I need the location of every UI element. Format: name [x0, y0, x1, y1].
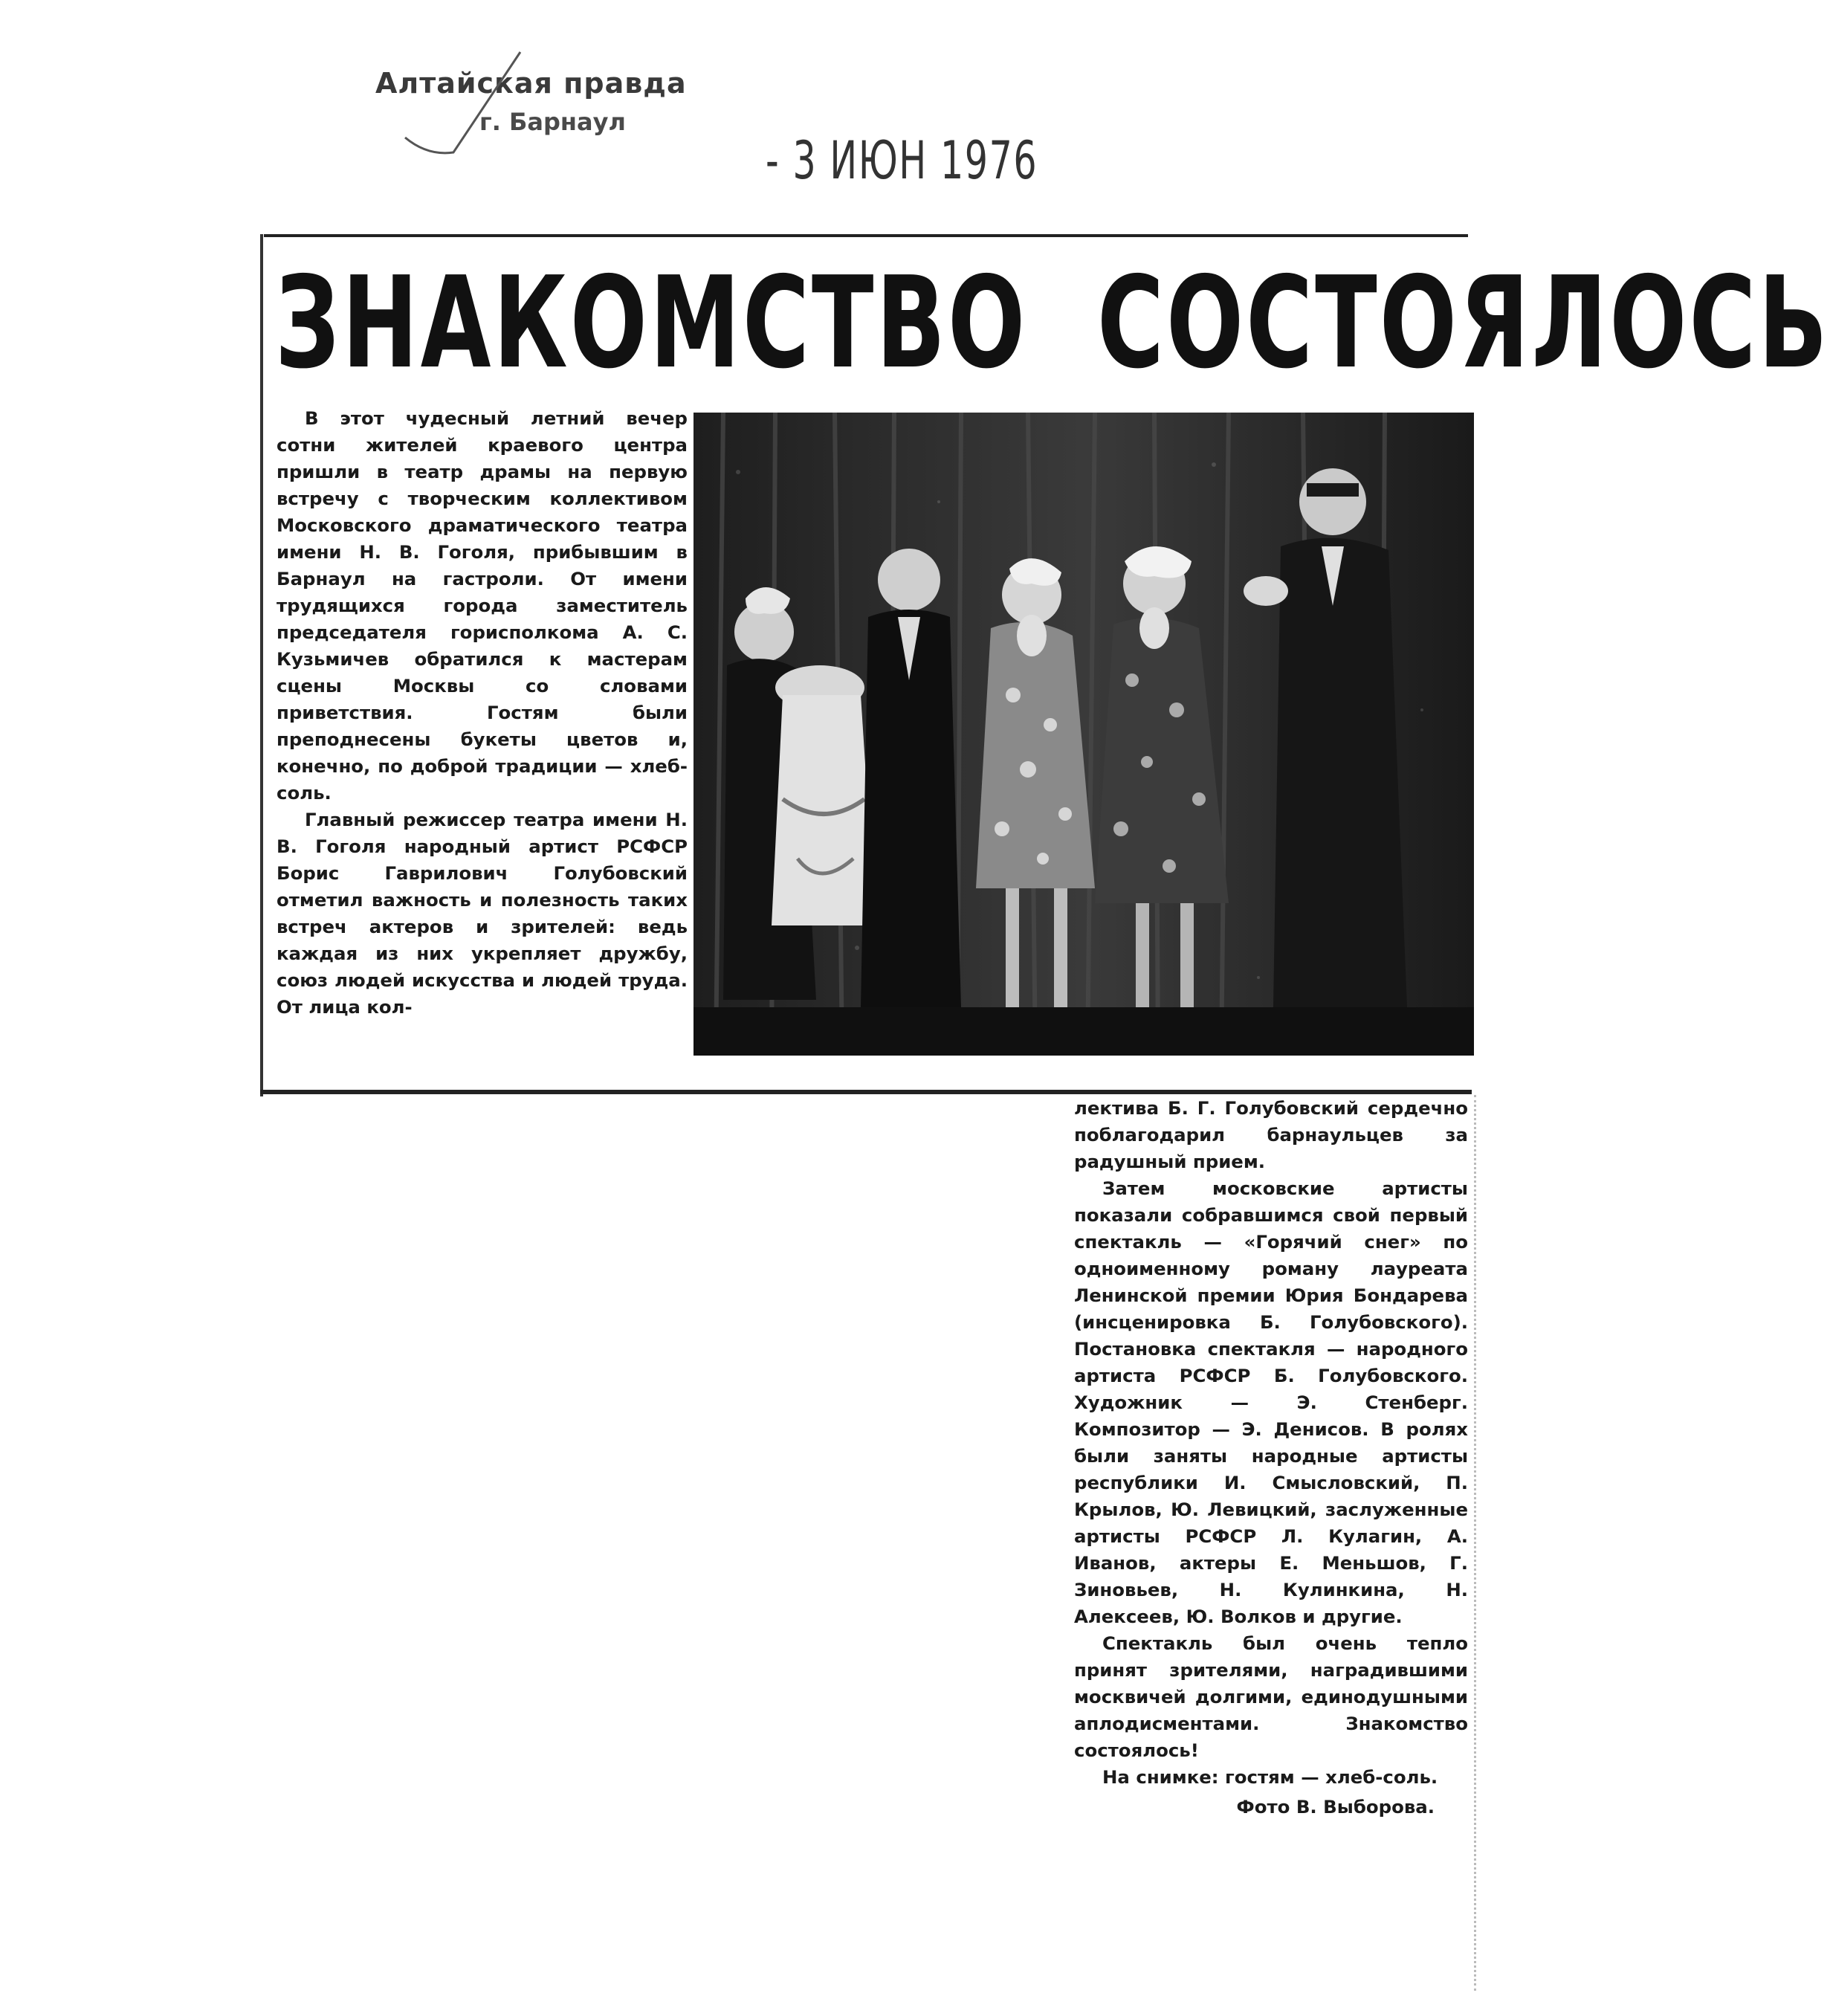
article-paragraph: В этот чудесный летний вечер сотни жителей краевого центра пришли в театр драмы на первую встречу с творческим коллективом Московского драматического театра имени Н. В. Гоголя, прибывшим в Барнаул на гастроли. От имени трудящихся города заместитель председателя горисполкома А. С. Кузьмичев обратился к мастерам сцены Москвы со словами приветствия. Гостям были преподнесены букеты цветов и, конечно, по доброй традиции — хлеб-соль.	[277, 407, 688, 804]
handwritten-tick-mark	[383, 45, 531, 164]
stamp-newspaper-name: Алтайская правда	[375, 67, 687, 100]
stamp-city: г. Барнаул	[479, 108, 626, 136]
article-paragraph: лектива Б. Г. Голубовский сердечно поблагодарил барнаульцев за радушный прием.	[1074, 1097, 1468, 1172]
clipping-border-bottom	[260, 1090, 1472, 1094]
article-right-column	[1074, 1095, 1476, 1991]
article-photo	[693, 413, 1474, 1056]
photo-caption: На снимке: гостям — хлеб-соль.	[1102, 1766, 1438, 1788]
photo-credit: Фото В. Выборова.	[1236, 1796, 1435, 1818]
article-paragraph: Затем московские артисты показали собравшимся свой первый спектакль — «Горячий снег» по одноименному роману лауреата Ленинской премии Юрия Бондарева (инсценировка Б. Голубовского). Постановка спектакля — народного артиста РСФСР Б. Голубовского. Художник — Э. Стенберг. Композитор — Э. Денисов. В ролях были заняты народные артисты республики И. Смысловский, П. Крылов, Ю. Левицкий, заслуженные артисты РСФСР Л. Кулагин, А. Иванов, актеры Е. Меньшов, Г. Зиновьев, Н. Кулинкина, Н. Алексеев, Ю. Волков и другие.	[1074, 1177, 1468, 1627]
stage-scene-illustration	[693, 413, 1474, 1056]
article-left-column	[277, 405, 688, 1021]
article-paragraph: Главный режиссер театра имени Н. В. Гоголя народный артист РСФСР Борис Гаврилович Голубовский отметил важность и полезность таких встреч актеров и зрителей: ведь каждая из них укрепляет дружбу, союз людей искусства и людей труда. От лица кол-	[277, 809, 688, 1018]
clipping-border-left	[260, 234, 263, 1096]
date-stamp: - 3 ИЮН 1976	[766, 130, 1038, 191]
article-headline: ЗНАКОМСТВО СОСТОЯЛОСЬ	[275, 250, 1830, 397]
article-paragraph: Спектакль был очень тепло принят зрителями, наградившими москвичей долгими, единодушными аплодисментами. Знакомство состоялось!	[1074, 1632, 1468, 1761]
clipping-border-top	[264, 234, 1468, 237]
